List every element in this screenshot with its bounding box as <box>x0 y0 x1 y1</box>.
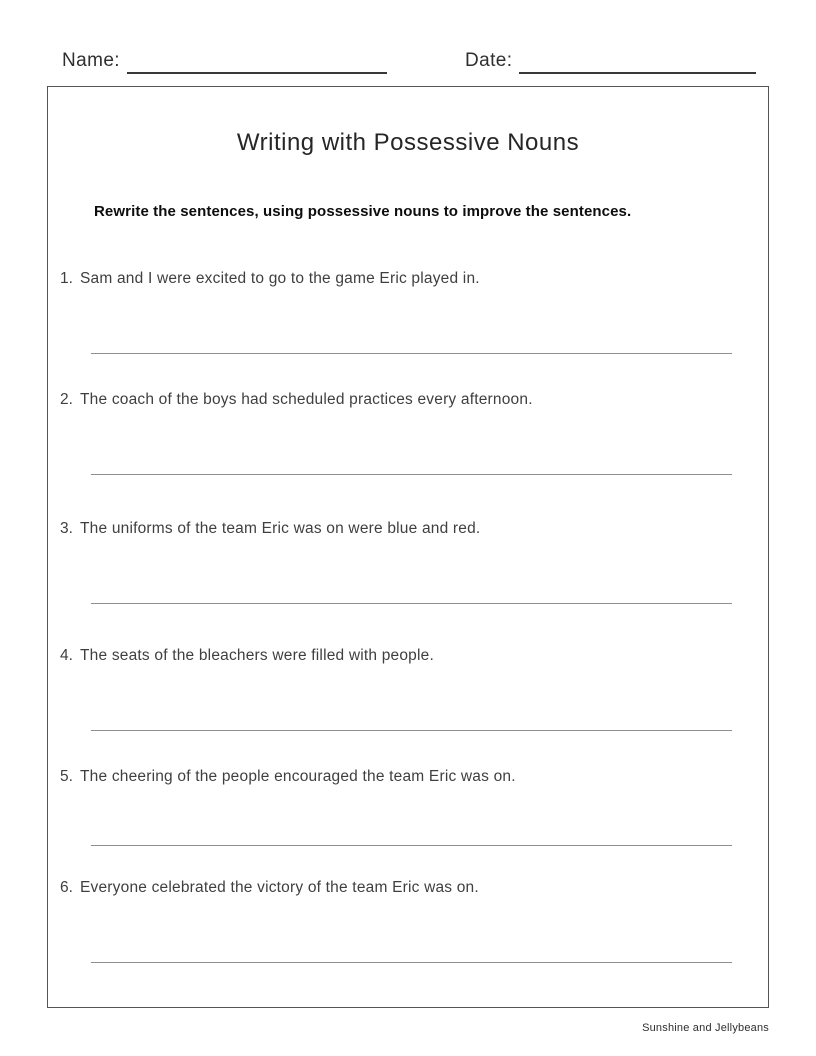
answer-line-2 <box>91 474 732 475</box>
question-sentence: Sam and I were excited to go to the game Eric played in. <box>80 270 480 287</box>
answer-line-6 <box>91 962 732 963</box>
answer-line-4 <box>91 730 732 731</box>
question-number: 6. <box>60 879 73 896</box>
question-2 <box>48 390 768 410</box>
answer-line-3 <box>91 603 732 604</box>
date-field <box>465 46 756 74</box>
worksheet-title: Writing with Possessive Nouns <box>236 129 580 156</box>
question-number: 3. <box>60 520 73 537</box>
question-number: 2. <box>60 391 73 408</box>
answer-line-1 <box>91 353 732 354</box>
name-field <box>62 46 387 74</box>
answer-line-5 <box>91 845 732 846</box>
question-3 <box>48 519 768 539</box>
worksheet-box <box>47 86 769 1008</box>
question-number: 5. <box>60 768 73 785</box>
question-4 <box>48 646 768 666</box>
question-sentence: The uniforms of the team Eric was on were blue and red. <box>80 520 481 537</box>
date-blank-line <box>519 48 756 74</box>
name-label: Name: <box>62 50 120 71</box>
date-label: Date: <box>465 50 513 71</box>
question-sentence: The seats of the bleachers were filled with people. <box>80 647 434 664</box>
question-number: 4. <box>60 647 73 664</box>
question-sentence: The coach of the boys had scheduled practices every afternoon. <box>80 391 533 408</box>
worksheet-instructions: Rewrite the sentences, using possessive nouns to improve the sentences. <box>94 203 632 220</box>
question-5 <box>48 767 768 787</box>
question-sentence: Everyone celebrated the victory of the team Eric was on. <box>80 879 479 896</box>
question-number: 1. <box>60 270 73 287</box>
question-6 <box>48 878 768 898</box>
name-blank-line <box>127 48 387 74</box>
footer-credit: Sunshine and Jellybeans <box>642 1022 769 1034</box>
question-1 <box>48 269 768 289</box>
question-sentence: The cheering of the people encouraged the team Eric was on. <box>80 768 516 785</box>
